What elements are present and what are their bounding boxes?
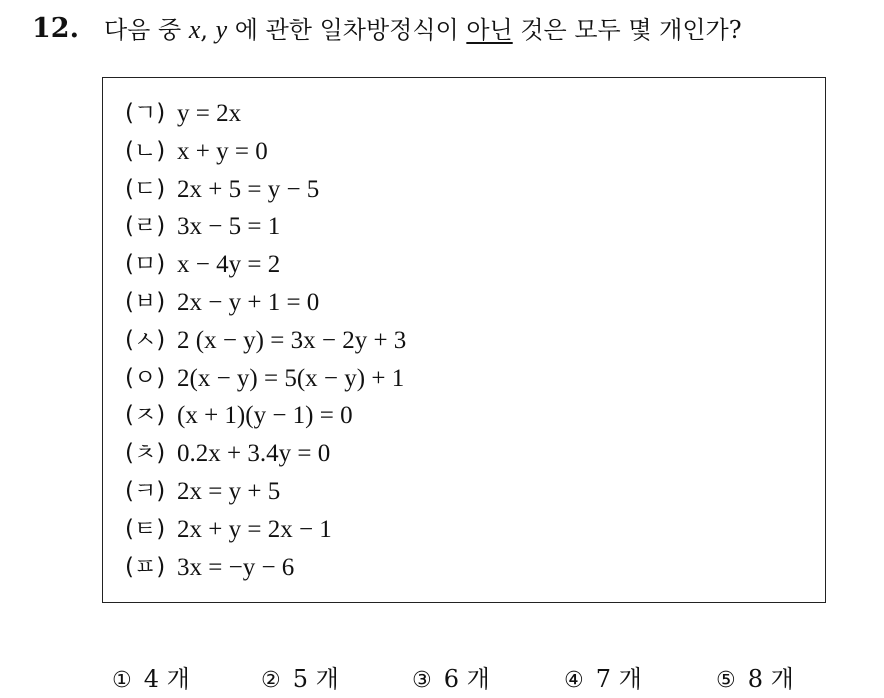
item-label: (ㅋ)	[125, 477, 166, 504]
circled-number-3: ③	[412, 668, 432, 693]
equation-item	[125, 133, 406, 171]
item-equation: 0.2x + 3.4y = 0	[177, 440, 331, 468]
variable-x: x	[188, 15, 201, 44]
question-text-middle: 에 관한 일차방정식이	[227, 16, 467, 44]
equation-item	[125, 284, 406, 322]
question-text-before: 다음 중	[104, 16, 189, 44]
equation-list	[125, 95, 406, 586]
answer-choices	[112, 662, 812, 698]
item-equation: y = 2x	[177, 100, 242, 127]
question-number: 12.	[32, 13, 79, 44]
answer-option-1[interactable]	[112, 662, 190, 698]
answer-option-3[interactable]	[412, 662, 490, 698]
circled-number-1: ①	[112, 668, 132, 693]
equation-item	[125, 549, 406, 587]
item-equation: 2(x − y) = 5(x − y) + 1	[177, 364, 405, 392]
item-equation: (x + 1)(y − 1) = 0	[177, 402, 353, 430]
item-label: (ㅅ)	[125, 326, 166, 353]
equation-item	[125, 208, 406, 246]
item-equation: 3x = −y − 6	[177, 553, 295, 581]
circled-number-2: ②	[261, 668, 281, 693]
item-label: (ㅁ)	[125, 251, 166, 278]
item-label: (ㅊ)	[125, 440, 166, 467]
item-label: (ㅈ)	[125, 402, 166, 429]
answer-option-2[interactable]	[261, 662, 339, 698]
item-label: (ㄹ)	[125, 213, 166, 240]
item-equation: 3x − 5 = 1	[177, 213, 281, 241]
equation-box	[102, 77, 826, 603]
item-label: (ㅍ)	[125, 553, 166, 580]
item-equation: x + y = 0	[177, 137, 268, 165]
item-label: (ㄱ)	[125, 100, 166, 126]
item-label: (ㅂ)	[125, 288, 166, 315]
equation-item	[125, 397, 406, 435]
equation-item	[125, 435, 406, 473]
circled-number-4: ④	[564, 668, 584, 693]
answer-option-5[interactable]	[716, 662, 794, 698]
answer-text: 5 개	[292, 665, 339, 693]
question-text-after: 것은 모두 몇 개인가?	[512, 16, 742, 44]
circled-number-5: ⑤	[716, 668, 736, 693]
answer-option-4[interactable]	[564, 662, 642, 698]
equation-item	[125, 246, 406, 284]
question-comma: ,	[200, 16, 216, 44]
emphasis-negation: 아닌	[466, 16, 513, 44]
answer-text: 8 개	[747, 665, 794, 693]
item-equation: 2x − y + 1 = 0	[177, 288, 320, 316]
item-equation: x − 4y = 2	[177, 251, 281, 279]
item-equation: 2x + y = 2x − 1	[177, 515, 332, 543]
item-equation: 2x + 5 = y − 5	[177, 175, 320, 203]
item-label: (ㅇ)	[125, 364, 166, 391]
item-label: (ㅌ)	[125, 515, 166, 542]
equation-item	[125, 511, 406, 549]
answer-text: 7 개	[595, 665, 642, 693]
equation-item	[125, 95, 406, 133]
item-label: (ㄴ)	[125, 137, 166, 164]
equation-item	[125, 322, 406, 360]
equation-item	[125, 473, 406, 511]
item-equation: 2 (x − y) = 3x − 2y + 3	[177, 326, 407, 354]
item-label: (ㄷ)	[125, 175, 166, 202]
answer-text: 4 개	[143, 665, 190, 693]
equation-item	[125, 360, 406, 398]
equation-item	[125, 171, 406, 209]
question-text	[104, 12, 742, 48]
item-equation: 2x = y + 5	[177, 477, 281, 505]
variable-y: y	[215, 15, 228, 44]
answer-text: 6 개	[443, 665, 490, 693]
